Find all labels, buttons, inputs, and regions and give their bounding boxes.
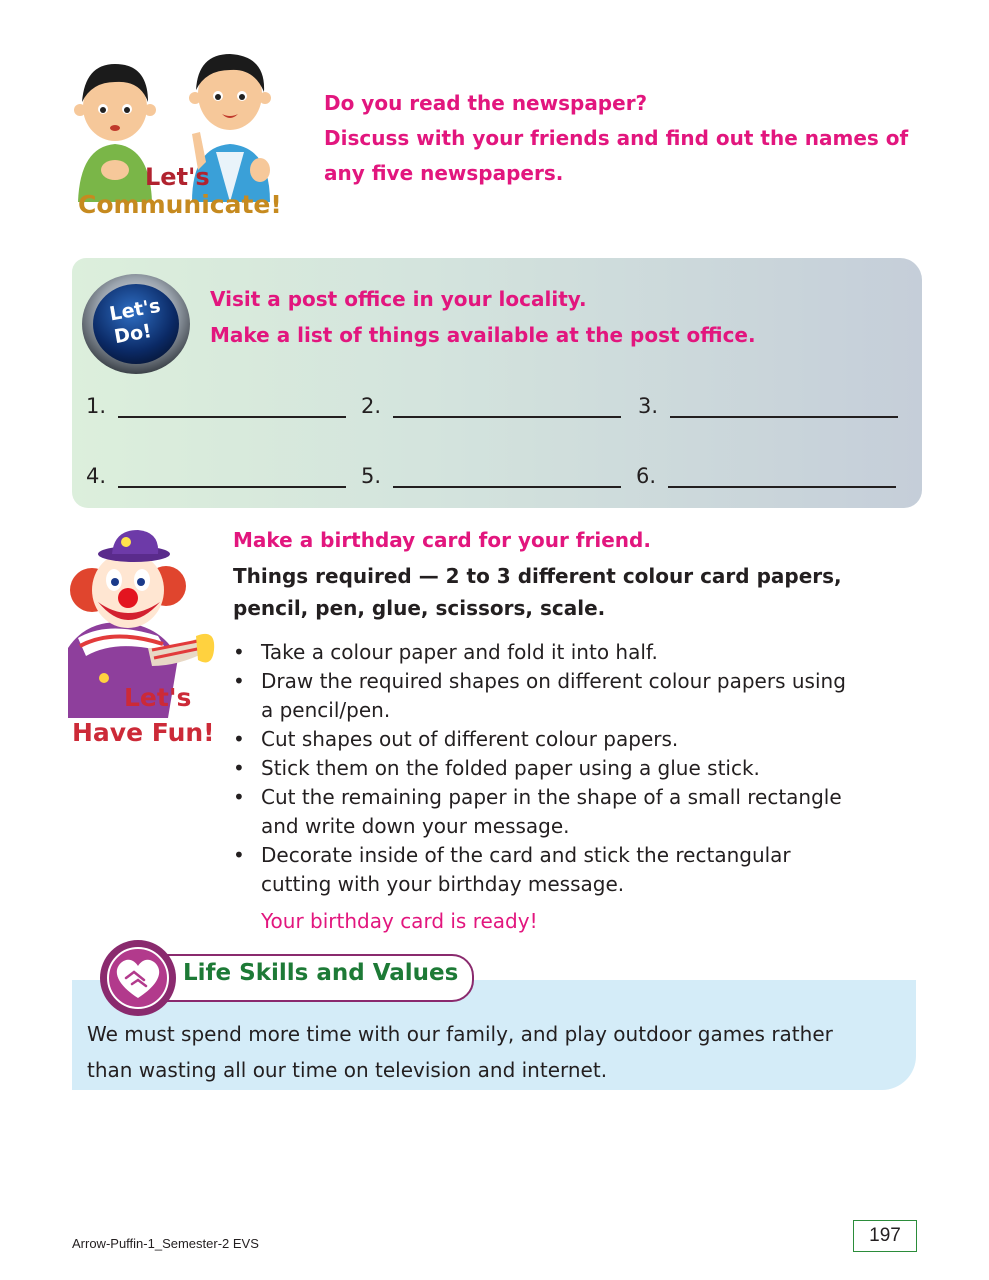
requirements-line: pencil, pen, glue, scissors, scale.: [233, 596, 606, 620]
step-text: Cut the remaining paper in the shape of a small rectangle and write down your message.: [261, 785, 842, 838]
list-item: [233, 841, 933, 899]
bullet: •: [233, 756, 245, 780]
blank-line: [118, 396, 346, 418]
list-item: [233, 725, 933, 754]
step-text: Stick them on the folded paper using a glue stick.: [261, 756, 760, 780]
blank-number: 4.: [86, 464, 107, 488]
bullet: •: [233, 640, 245, 664]
lets-have-fun-badge-line1: Let's: [124, 683, 192, 712]
communicate-line: any five newspapers.: [324, 161, 564, 185]
page-number: 197: [853, 1220, 917, 1252]
answer-blank-1[interactable]: [86, 394, 346, 418]
answer-blank-4[interactable]: [86, 464, 346, 488]
step-text: Cut shapes out of different colour papers.: [261, 727, 679, 751]
step-text: Decorate inside of the card and stick the rectangular cutting with your birthday message.: [261, 843, 791, 896]
blank-number: 2.: [361, 394, 382, 418]
list-item: [233, 667, 933, 725]
answer-blank-3[interactable]: [638, 394, 898, 418]
requirements-line: Things required — 2 to 3 different colour card papers,: [233, 564, 842, 588]
blank-number: 6.: [636, 464, 657, 488]
things-required: [233, 560, 842, 624]
answer-blank-2[interactable]: [361, 394, 621, 418]
life-skills-text: [87, 1016, 907, 1088]
lets-have-fun-badge-line2: Have Fun!: [72, 718, 215, 747]
activity-title: Make a birthday card for your friend.: [233, 528, 651, 552]
lets-do-badge-line1: Let's: [107, 294, 163, 326]
blank-line: [670, 396, 898, 418]
blank-number: 3.: [638, 394, 659, 418]
bullet: •: [233, 843, 245, 867]
lets-communicate-badge-line1: Let's: [145, 163, 210, 191]
lets-do-badge-line2: Do!: [112, 320, 154, 349]
blank-number: 1.: [86, 394, 107, 418]
blank-line: [668, 466, 896, 488]
bullet: •: [233, 727, 245, 751]
life-skills-title: Life Skills and Values: [183, 960, 459, 986]
list-item: [233, 754, 933, 783]
answer-blank-6[interactable]: [636, 464, 896, 488]
communicate-instructions: [324, 86, 944, 191]
blank-number: 5.: [361, 464, 382, 488]
communicate-line: Discuss with your friends and find out the names of: [324, 126, 909, 150]
lets-do-line: Visit a post office in your locality.: [210, 287, 587, 311]
steps-list: [233, 638, 933, 899]
blank-line: [118, 466, 346, 488]
closing-line: Your birthday card is ready!: [261, 909, 538, 933]
blank-line: [393, 466, 621, 488]
step-text: Draw the required shapes on different colour papers using a pencil/pen.: [261, 669, 846, 722]
lets-communicate-badge-line2: Communicate!: [78, 190, 282, 219]
life-skills-line: We must spend more time with our family, and play outdoor games rather: [87, 1022, 833, 1046]
life-skills-line: than wasting all our time on television and internet.: [87, 1058, 608, 1082]
communicate-line: Do you read the newspaper?: [324, 91, 648, 115]
list-item: [233, 638, 933, 667]
step-text: Take a colour paper and fold it into half.: [261, 640, 658, 664]
handshake-heart-icon: [98, 938, 178, 1018]
bullet: •: [233, 785, 245, 809]
blank-line: [393, 396, 621, 418]
list-item: [233, 783, 933, 841]
answer-blank-5[interactable]: [361, 464, 621, 488]
bullet: •: [233, 669, 245, 693]
lets-do-badge: [80, 272, 192, 376]
lets-do-instructions: [210, 281, 756, 353]
lets-do-line: Make a list of things available at the post office.: [210, 323, 756, 347]
footer-book-title: Arrow-Puffin-1_Semester-2 EVS: [72, 1236, 259, 1251]
